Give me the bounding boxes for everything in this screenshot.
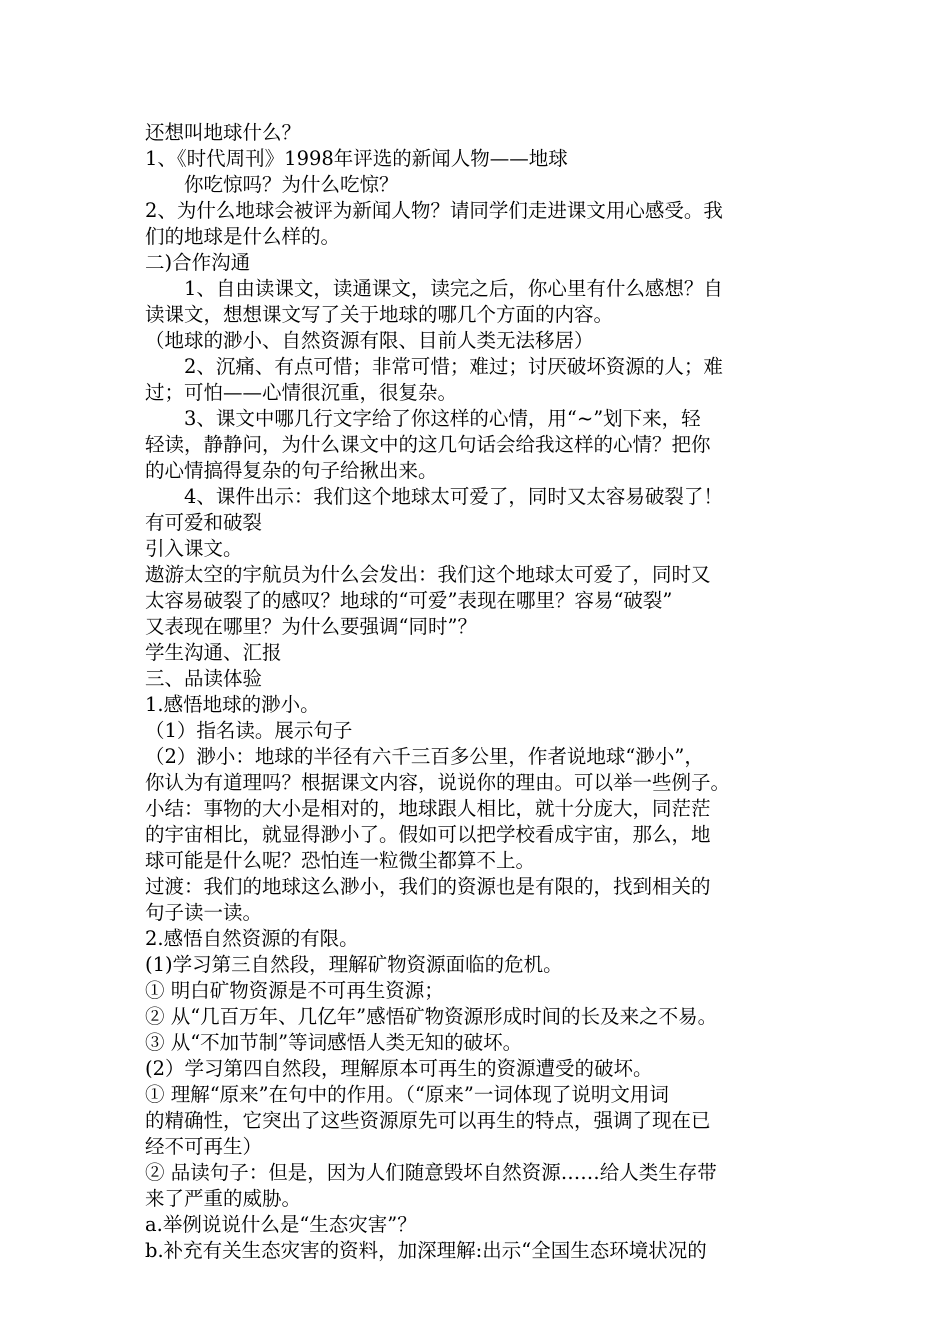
text-line: 遨游太空的宇航员为什么会发出：我们这个地球太可爱了，同时又: [145, 563, 711, 586]
text-line: b.补充有关生态灾害的资料，加深理解:出示“全国生态环境状况的: [145, 1239, 707, 1262]
text-line: ② 从“几百万年、几亿年”感悟矿物资源形成时间的长及来之不易。: [145, 1005, 718, 1028]
text-line: 轻读，静静问，为什么课文中的这几句话会给我这样的心情？把你: [145, 433, 711, 456]
text-line: 学生沟通、汇报: [145, 641, 282, 664]
text-line: 小结：事物的大小是相对的，地球跟人相比，就十分庞大，同茫茫: [145, 797, 711, 820]
text-line: (1)学习第三自然段，理解矿物资源面临的危机。: [145, 953, 563, 976]
text-line: 的宇宙相比，就显得渺小了。假如可以把学校看成宇宙，那么，地: [145, 823, 711, 846]
text-line: 还想叫地球什么？: [145, 121, 302, 144]
text-line: 你吃惊吗？为什么吃惊？: [184, 173, 399, 196]
text-line: 有可爱和破裂: [145, 511, 263, 534]
text-line: ③ 从“不加节制”等词感悟人类无知的破坏。: [145, 1031, 523, 1054]
document-body: [145, 120, 810, 1264]
text-line: （2）渺小：地球的半径有六千三百多公里，作者说地球“渺小”，: [145, 745, 704, 768]
text-line: 2、为什么地球会被评为新闻人物？请同学们走进课文用心感受。我: [145, 199, 723, 222]
text-line: ① 明白矿物资源是不可再生资源；: [145, 979, 444, 1002]
text-line: 2.感悟自然资源的有限。: [145, 927, 359, 950]
text-line: （地球的渺小、自然资源有限、目前人类无法移居）: [145, 329, 594, 352]
text-line: 过；可怕——心情很沉重，很复杂。: [145, 381, 458, 404]
text-line: (2）学习第四自然段，理解原本可再生的资源遭受的破坏。: [145, 1057, 653, 1080]
text-line: 过渡：我们的地球这么渺小，我们的资源也是有限的，找到相关的: [145, 875, 711, 898]
text-line: 1.感悟地球的渺小。: [145, 693, 320, 716]
text-line: 1、自由读课文，读通课文，读完之后，你心里有什么感想？自: [184, 277, 723, 300]
text-line: 你认为有道理吗？根据课文内容，说说你的理由。可以举一些例子。: [145, 771, 731, 794]
text-line: a.举例说说什么是“生态灾害”？: [145, 1213, 417, 1236]
text-line: 的心情搞得复杂的句子给揪出来。: [145, 459, 438, 482]
text-line: 来了严重的威胁。: [145, 1187, 302, 1210]
text-line: （1）指名读。展示句子: [145, 719, 353, 742]
text-line: 4、课件出示：我们这个地球太可爱了，同时又太容易破裂了！: [184, 485, 723, 508]
text-line: 句子读一读。: [145, 901, 263, 924]
text-line: 1、《时代周刊》1998年评选的新闻人物——地球: [145, 147, 568, 170]
text-line: 2、沉痛、有点可惜；非常可惜；难过；讨厌破坏资源的人；难: [184, 355, 723, 378]
text-line: 们的地球是什么样的。: [145, 225, 341, 248]
text-line: 3、课文中哪几行文字给了你这样的心情，用“~”划下来，轻: [184, 407, 701, 430]
text-line: ① 理解“原来”在句中的作用。（“原来”一词体现了说明文用词: [145, 1083, 669, 1106]
text-line: ② 品读句子：但是，因为人们随意毁坏自然资源……给人类生存带: [145, 1161, 717, 1184]
text-line: 的精确性，它突出了这些资源原先可以再生的特点，强调了现在已: [145, 1109, 711, 1132]
text-line: 又表现在哪里？为什么要强调“同时”？: [145, 615, 477, 638]
text-line: 经不可再生）: [145, 1135, 263, 1158]
text-line: 球可能是什么呢？恐怕连一粒微尘都算不上。: [145, 849, 536, 872]
text-line: 太容易破裂了的感叹？地球的“可爱”表现在哪里？容易“破裂”: [145, 589, 673, 612]
text-line: 引入课文。: [145, 537, 243, 560]
text-line: 读课文，想想课文写了关于地球的哪几个方面的内容。: [145, 303, 614, 326]
section-heading: 三、品读体验: [145, 667, 263, 690]
section-heading: 二)合作沟通: [145, 251, 251, 274]
